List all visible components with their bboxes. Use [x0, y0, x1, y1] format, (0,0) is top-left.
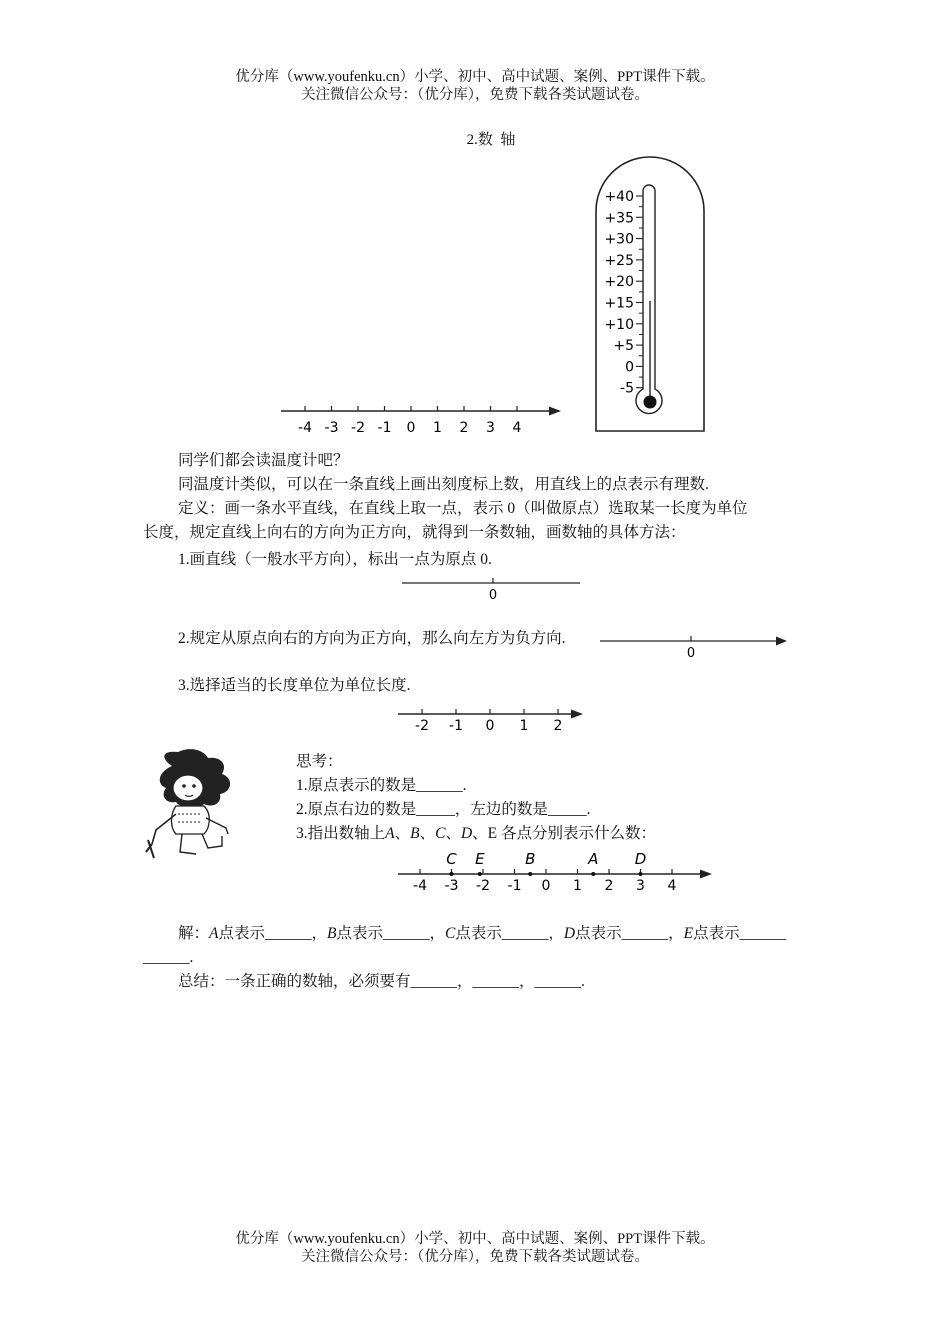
answer-d-blank: 点表示______ — [575, 925, 669, 942]
unit-tick-label: 1 — [519, 718, 529, 734]
point-axis-tick-label: 1 — [573, 878, 582, 894]
think-question-1: 1.原点表示的数是______. — [296, 777, 467, 794]
point-a-label: A — [588, 850, 599, 868]
thermo-label: +15 — [604, 295, 634, 312]
thermo-label: -5 — [620, 380, 634, 397]
step-2-text: 2.规定从原点向右的方向为正方向，那么向左方为负方向. — [178, 630, 566, 647]
point-a-dot — [591, 872, 595, 876]
child-drawing-illustration — [142, 748, 242, 860]
answer-b-blank: 点表示______ — [336, 925, 430, 942]
point-b-label: B — [525, 850, 536, 868]
step-2-origin-label: 0 — [686, 646, 696, 661]
point-axis-tick-label: 3 — [636, 878, 645, 894]
answer-lead: 解： — [178, 925, 210, 942]
summary-text: 总结：一条正确的数轴，必须要有______，______，______. — [178, 973, 585, 990]
answer-c-label: C — [445, 925, 456, 942]
page-title: 2.数 轴 — [466, 132, 516, 148]
q3-prefix: 3.指出数轴上 — [296, 825, 386, 842]
intro-question: 同学们都会读温度计吧？ — [178, 452, 349, 469]
q3-point-b: B — [410, 825, 420, 842]
q3-point-d: D — [460, 825, 473, 842]
intro-tick-label: -3 — [324, 420, 339, 436]
answer-line — [178, 922, 786, 946]
answer-c-blank: 点表示______ — [455, 925, 549, 942]
thermo-label: +5 — [613, 338, 634, 355]
answer-d-label: D — [563, 925, 576, 942]
answer-sep: ， — [429, 925, 446, 942]
point-c-dot — [450, 872, 454, 876]
thermo-label: +10 — [604, 316, 634, 333]
intro-tick-label: -2 — [351, 420, 365, 436]
thermo-label: 0 — [625, 359, 634, 376]
point-axis-tick-label: -4 — [413, 878, 427, 894]
point-c-label: C — [446, 850, 457, 868]
thermo-label: +35 — [604, 210, 634, 227]
answer-e-label: E — [683, 925, 694, 942]
intro-tick-label: 0 — [406, 420, 416, 436]
intro-tick-label: 4 — [512, 420, 522, 436]
point-axis-tick-label: 4 — [667, 878, 677, 894]
point-b-dot — [528, 872, 532, 876]
thermo-label: +25 — [604, 252, 634, 269]
thermometer-figure — [592, 153, 712, 438]
footer-line-1: 优分库（www.youfenku.cn）小学、初中、高中试题、案例、PPT课件下载。 — [235, 1231, 715, 1247]
think-question-3: 3.指出数轴上A、B、C、D、E 各点分别表示什么数： — [296, 825, 657, 842]
intro-tick-label: 1 — [433, 420, 442, 436]
intro-tick-label: -4 — [298, 420, 312, 436]
point-axis-tick-label: -1 — [507, 878, 522, 894]
thermo-label: +20 — [604, 274, 634, 291]
step-3-text: 3.选择适当的长度单位为单位长度. — [178, 677, 411, 694]
point-axis-tick-label: -3 — [444, 878, 459, 894]
header-line-2: 关注微信公众号：（优分库），免费下载各类试题试卷。 — [301, 87, 649, 103]
intro-number-line — [275, 395, 575, 440]
intro-tick-label: 3 — [486, 420, 495, 436]
answer-sep: ， — [668, 925, 684, 942]
unit-tick-label: 2 — [553, 718, 563, 734]
intro-tick-label: 2 — [459, 420, 469, 436]
answer-line-end: ______. — [143, 949, 194, 966]
point-axis-tick-label: 2 — [604, 878, 614, 894]
answer-e-blank: 点表示______ — [693, 925, 787, 942]
definition-line-2: 长度，规定直线上向右的方向为正方向，就得到一条数轴，画数轴的具体方法： — [143, 524, 686, 541]
think-title: 思考： — [296, 753, 343, 770]
point-axis-tick-label: -2 — [476, 878, 490, 894]
q3-suffix: 、E 各点分别表示什么数： — [472, 825, 657, 842]
step-3-unit-line — [395, 700, 590, 734]
think-question-2: 2.原点右边的数是_____，左边的数是_____. — [296, 801, 591, 818]
intro-paragraph: 同温度计类似，可以在一条直线上画出刻度标上数，用直线上的点表示有理数. — [178, 476, 709, 493]
footer-line-2: 关注微信公众号：（优分库），免费下载各类试题试卷。 — [301, 1249, 649, 1265]
intro-tick-label: -1 — [377, 420, 392, 436]
definition-line-1: 定义：画一条水平直线，在直线上取一点，表示 0（叫做原点）选取某一长度为单位 — [178, 500, 748, 517]
thermo-label: +30 — [604, 231, 634, 248]
q3-point-a: A — [385, 825, 395, 842]
step-2-line — [598, 630, 793, 662]
answer-a-label: A — [209, 925, 219, 942]
points-number-line — [395, 847, 720, 897]
thermo-label: +40 — [604, 189, 634, 205]
unit-tick-label: -1 — [449, 718, 463, 734]
answer-sep: ， — [311, 925, 328, 942]
step-1-origin-label: 0 — [488, 588, 498, 603]
answer-a-blank: 点表示______ — [218, 925, 312, 942]
q3-point-c: C — [435, 825, 446, 842]
unit-tick-label: -2 — [415, 718, 429, 734]
step-1-text: 1.画直线（一般水平方向），标出一点为原点 0. — [178, 551, 492, 568]
point-d-label: D — [634, 850, 647, 868]
point-axis-tick-label: 0 — [541, 878, 551, 894]
point-d-dot — [639, 872, 643, 876]
answer-b-label: B — [327, 925, 337, 942]
step-1-line — [400, 572, 585, 606]
answer-sep: ， — [548, 925, 564, 942]
point-e-label: E — [475, 850, 485, 868]
unit-tick-label: 0 — [485, 718, 495, 734]
header-line-1: 优分库（www.youfenku.cn）小学、初中、高中试题、案例、PPT课件下载。 — [235, 69, 715, 85]
point-e-dot — [478, 872, 482, 876]
